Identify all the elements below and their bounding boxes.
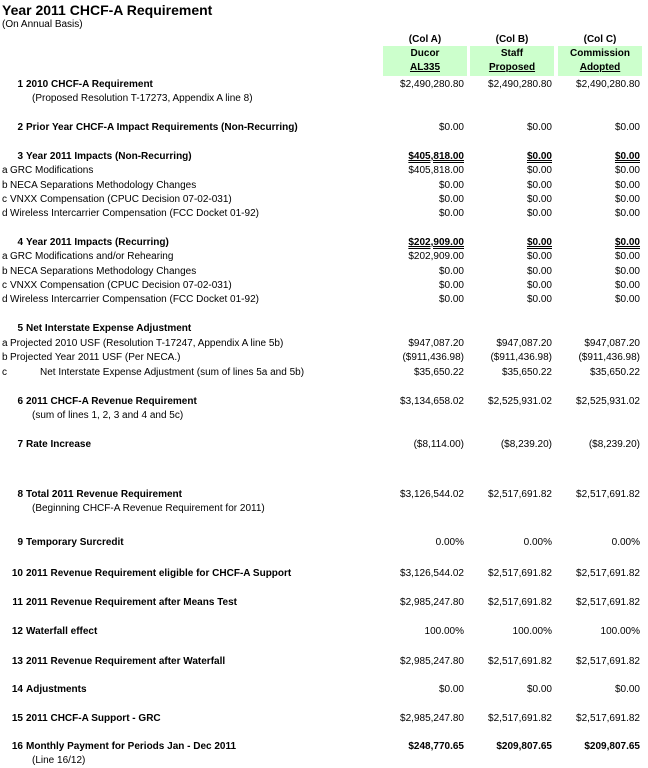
row-number: 14	[11, 684, 23, 695]
cell-col-b: 100.00%	[512, 626, 552, 637]
cell-col-a: $248,770.65	[408, 741, 464, 752]
table-row	[0, 683, 648, 696]
cell-col-c: 0.00%	[611, 537, 640, 548]
cell-col-a: ($911,436.98)	[402, 352, 464, 363]
cell-col-a: $202,909.00	[408, 251, 464, 262]
cell-col-b: $2,517,691.82	[488, 568, 552, 579]
table-row	[0, 536, 648, 549]
row-label: 2011 CHCF-A Support - GRC	[26, 713, 161, 724]
row-number: 6	[17, 396, 23, 407]
row-label: NECA Separations Methodology Changes	[10, 180, 197, 191]
row-label: Adjustments	[26, 684, 87, 695]
table-row	[0, 179, 648, 192]
cell-col-c: $0.00	[614, 684, 640, 695]
cell-col-a: 0.00%	[435, 537, 464, 548]
row-label: GRC Modifications	[10, 165, 94, 176]
row-sub-letter: b	[2, 180, 8, 191]
row-label: Rate Increase	[26, 439, 92, 450]
cell-col-b: $0.00	[526, 684, 552, 695]
row-label: Projected 2010 USF (Resolution T-17247, Appendix A line 5b)	[10, 338, 284, 349]
cell-col-a: $947,087.20	[408, 338, 464, 349]
row-number: 1	[17, 79, 23, 90]
cell-col-a: $2,985,247.80	[400, 597, 464, 608]
table-row	[0, 250, 648, 263]
cell-col-a: $0.00	[438, 294, 464, 305]
row-label: Waterfall effect	[26, 626, 98, 637]
cell-col-a: $2,490,280.80	[400, 79, 464, 90]
table-row	[0, 236, 648, 249]
row-number: 3	[17, 151, 23, 162]
row-sub-letter: c	[2, 280, 7, 291]
cell-col-c: $0.00	[614, 151, 640, 162]
col-b-line1: Staff	[500, 48, 524, 59]
col-a-id: (Col A)	[408, 34, 442, 45]
row-label: 2011 CHCF-A Revenue Requirement	[26, 396, 197, 407]
row-label: (Beginning CHCF-A Revenue Requirement for 2011)	[32, 503, 265, 514]
cell-col-a: $0.00	[438, 122, 464, 133]
cell-col-c: $0.00	[614, 294, 640, 305]
table-row	[0, 279, 648, 292]
row-label: 2011 Revenue Requirement after Waterfall	[26, 656, 226, 667]
cell-col-a: $2,985,247.80	[400, 713, 464, 724]
row-label: (Proposed Resolution T-17273, Appendix A line 8)	[32, 93, 253, 104]
cell-col-b: ($8,239.20)	[500, 439, 552, 450]
cell-col-c: $0.00	[614, 122, 640, 133]
row-sub-letter: a	[2, 165, 8, 176]
row-number: 9	[17, 537, 23, 548]
col-b-line2: Proposed	[488, 62, 536, 73]
cell-col-b: $0.00	[526, 194, 552, 205]
cell-col-c: $209,807.65	[584, 741, 640, 752]
cell-col-b: ($911,436.98)	[490, 352, 552, 363]
col-c-line1: Commission	[569, 48, 630, 59]
cell-col-c: $2,517,691.82	[576, 656, 640, 667]
table-row	[0, 754, 648, 767]
cell-col-b: $35,650.22	[501, 367, 552, 378]
row-sub-letter: d	[2, 208, 8, 219]
row-label: Wireless Intercarrier Compensation (FCC Docket 01-92)	[10, 208, 259, 219]
cell-col-b: $2,517,691.82	[488, 597, 552, 608]
cell-col-b: $0.00	[526, 165, 552, 176]
table-row	[0, 502, 648, 515]
row-number: 13	[11, 656, 23, 667]
col-c-id: (Col C)	[583, 34, 617, 45]
table-row	[0, 207, 648, 220]
cell-col-c: $35,650.22	[589, 367, 640, 378]
cell-col-b: $0.00	[526, 280, 552, 291]
cell-col-b: $2,525,931.02	[488, 396, 552, 407]
row-label: Total 2011 Revenue Requirement	[26, 489, 182, 500]
cell-col-a: $405,818.00	[408, 151, 464, 162]
row-label: Prior Year CHCF-A Impact Requirements (Non-Recurring)	[26, 122, 298, 133]
row-number: 8	[17, 489, 23, 500]
row-number: 16	[11, 741, 23, 752]
table-row	[0, 265, 648, 278]
cell-col-c: $0.00	[614, 237, 640, 248]
cell-col-c: $2,517,691.82	[576, 568, 640, 579]
table-row	[0, 351, 648, 364]
cell-col-a: $3,134,658.02	[400, 396, 464, 407]
cell-col-c: $2,517,691.82	[576, 713, 640, 724]
cell-col-a: $2,985,247.80	[400, 656, 464, 667]
table-row	[0, 395, 648, 408]
row-label: 2010 CHCF-A Requirement	[26, 79, 153, 90]
cell-col-c: $0.00	[614, 194, 640, 205]
col-a-line1: Ducor	[410, 48, 440, 59]
cell-col-a: $0.00	[438, 208, 464, 219]
cell-col-b: 0.00%	[523, 537, 552, 548]
row-number: 7	[17, 439, 23, 450]
row-number: 15	[11, 713, 23, 724]
row-label: Year 2011 Impacts (Recurring)	[26, 237, 169, 248]
row-sub-letter: b	[2, 266, 8, 277]
cell-col-a: $405,818.00	[408, 165, 464, 176]
row-number: 4	[17, 237, 23, 248]
cell-col-c: $2,525,931.02	[576, 396, 640, 407]
table-row	[0, 78, 648, 91]
cell-col-c: $0.00	[614, 266, 640, 277]
cell-col-c: $2,517,691.82	[576, 597, 640, 608]
table-row	[0, 488, 648, 501]
table-row	[0, 438, 648, 451]
row-sub-letter: c	[2, 194, 7, 205]
cell-col-a: $0.00	[438, 266, 464, 277]
cell-col-a: $0.00	[438, 684, 464, 695]
col-c-header	[558, 46, 642, 76]
cell-col-c: $0.00	[614, 208, 640, 219]
cell-col-a: $0.00	[438, 280, 464, 291]
cell-col-b: $2,517,691.82	[488, 489, 552, 500]
cell-col-b: $0.00	[526, 266, 552, 277]
table-row	[0, 567, 648, 580]
cell-col-c: $2,517,691.82	[576, 489, 640, 500]
cell-col-c: 100.00%	[600, 626, 640, 637]
cell-col-b: $0.00	[526, 122, 552, 133]
cell-col-b: $2,517,691.82	[488, 713, 552, 724]
table-row	[0, 92, 648, 105]
col-a-header	[383, 46, 467, 76]
row-label: (Line 16/12)	[32, 755, 86, 766]
row-number: 5	[17, 323, 23, 334]
cell-col-b: $2,490,280.80	[488, 79, 552, 90]
table-row	[0, 164, 648, 177]
row-number: 11	[12, 597, 23, 608]
table-row	[0, 193, 648, 206]
col-a-line2: AL335	[409, 62, 440, 73]
row-label: Year 2011 Impacts (Non-Recurring)	[26, 151, 192, 162]
row-label: NECA Separations Methodology Changes	[10, 266, 197, 277]
table-row	[0, 409, 648, 422]
cell-col-a: $0.00	[438, 180, 464, 191]
col-b-header	[470, 46, 554, 76]
cell-col-c: $947,087.20	[584, 338, 640, 349]
row-label: GRC Modifications and/or Rehearing	[10, 251, 174, 262]
row-sub-letter: c	[2, 367, 7, 378]
row-sub-letter: d	[2, 294, 8, 305]
cell-col-b: $0.00	[526, 251, 552, 262]
table-row	[0, 366, 648, 379]
table-row	[0, 712, 648, 725]
cell-col-b: $0.00	[526, 180, 552, 191]
row-label: Temporary Surcredit	[26, 537, 124, 548]
row-label: Projected Year 2011 USF (Per NECA.)	[10, 352, 181, 363]
row-label: Net Interstate Expense Adjustment (sum of lines 5a and 5b)	[40, 367, 305, 378]
table-row	[0, 150, 648, 163]
table-row	[0, 293, 648, 306]
table-row	[0, 625, 648, 638]
row-label: 2011 Revenue Requirement after Means Test	[26, 597, 238, 608]
cell-col-a: 100.00%	[424, 626, 464, 637]
table-row	[0, 337, 648, 350]
row-label: VNXX Compensation (CPUC Decision 07-02-031)	[10, 280, 232, 291]
row-sub-letter: a	[2, 338, 8, 349]
table-row	[0, 740, 648, 753]
cell-col-c: $0.00	[614, 280, 640, 291]
cell-col-a: $3,126,544.02	[400, 489, 464, 500]
table-row	[0, 655, 648, 668]
row-label: Monthly Payment for Periods Jan - Dec 2011	[26, 741, 237, 752]
cell-col-c: $0.00	[614, 251, 640, 262]
table-row	[0, 121, 648, 134]
table-row	[0, 596, 648, 609]
cell-col-c: $0.00	[614, 165, 640, 176]
cell-col-b: $0.00	[526, 237, 552, 248]
cell-col-b: $0.00	[526, 208, 552, 219]
cell-col-c: $0.00	[614, 180, 640, 191]
row-label: 2011 Revenue Requirement eligible for CHCF-A Support	[26, 568, 292, 579]
cell-col-a: $202,909.00	[408, 237, 464, 248]
cell-col-b: $947,087.20	[496, 338, 552, 349]
cell-col-a: $3,126,544.02	[400, 568, 464, 579]
row-number: 10	[11, 568, 23, 579]
row-sub-letter: b	[2, 352, 8, 363]
row-label: Wireless Intercarrier Compensation (FCC Docket 01-92)	[10, 294, 259, 305]
cell-col-c: ($911,436.98)	[578, 352, 640, 363]
cell-col-a: $0.00	[438, 194, 464, 205]
row-label: (sum of lines 1, 2, 3 and 4 and 5c)	[32, 410, 184, 421]
cell-col-b: $2,517,691.82	[488, 656, 552, 667]
page-subtitle: (On Annual Basis)	[2, 19, 83, 30]
col-c-line2: Adopted	[579, 62, 621, 73]
table-row	[0, 322, 648, 335]
page-title: Year 2011 CHCF-A Requirement	[2, 2, 213, 18]
row-number: 12	[11, 626, 23, 637]
cell-col-c: $2,490,280.80	[576, 79, 640, 90]
cell-col-b: $0.00	[526, 151, 552, 162]
row-number: 2	[17, 122, 23, 133]
cell-col-a: $35,650.22	[413, 367, 464, 378]
col-b-id: (Col B)	[495, 34, 529, 45]
cell-col-a: ($8,114.00)	[413, 439, 464, 450]
row-label: VNXX Compensation (CPUC Decision 07-02-031)	[10, 194, 232, 205]
cell-col-c: ($8,239.20)	[588, 439, 640, 450]
cell-col-b: $209,807.65	[496, 741, 552, 752]
row-sub-letter: a	[2, 251, 8, 262]
cell-col-b: $0.00	[526, 294, 552, 305]
row-label: Net Interstate Expense Adjustment	[26, 323, 192, 334]
